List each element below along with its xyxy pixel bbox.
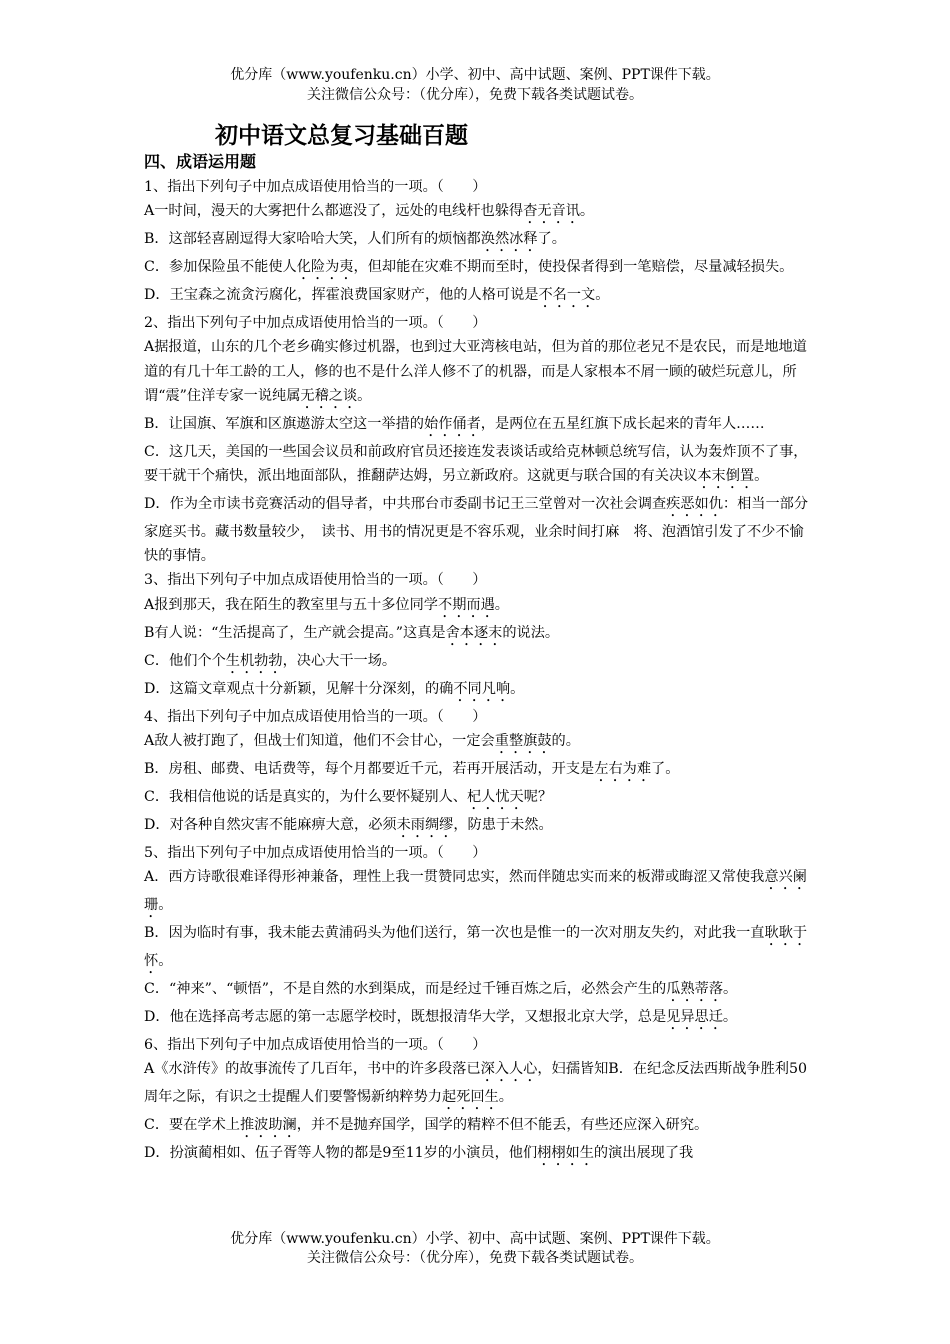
option-line: B．因为临时有事，我未能去黄浦码头为他们送行，第一次也是惟一的一次对朋友失约，对此我一直耿耿于怀。	[144, 925, 808, 970]
question-stem: 6、指出下列句子中加点成语使用恰当的一项。（ ）	[144, 1037, 487, 1054]
option-line: C．要在学术上推波助澜，并不是抛弃国学，国学的精粹不但不能丢，有些还应深入研究。	[144, 1117, 709, 1134]
question-stem: 3、指出下列句子中加点成语使用恰当的一项。（ ）	[144, 572, 487, 589]
dotted-idiom: 不名一文	[538, 287, 596, 304]
dotted-idiom: 深入人心	[480, 1061, 538, 1078]
option-line: B．这部轻喜剧逗得大家哈哈大笑，人们所有的烦恼都涣然冰释了。	[144, 231, 566, 248]
question-stem: 1、指出下列句子中加点成语使用恰当的一项。（ ）	[144, 179, 487, 195]
option-line: A《水浒传》的故事流传了几百年，书中的许多段落已深入人心，妇孺皆知B．在纪念反法西斯战争胜利50周年之际，有识之士提醒人们要警惕新纳粹势力起死回生。	[144, 1061, 807, 1106]
question-stem: 5、指出下列句子中加点成语使用恰当的一项。（ ）	[144, 844, 487, 861]
dotted-idiom: 重整旗鼓	[494, 732, 552, 749]
dotted-idiom: 涣然冰释	[480, 231, 538, 248]
dotted-idiom: 瓜熟蒂落	[666, 981, 724, 998]
option-line: D．王宝森之流贪污腐化，挥霍浪费国家财产，他的人格可说是不名一文。	[144, 287, 610, 304]
option-line: A．西方诗歌很难译得形神兼备，理性上我一贯赞同忠实，然而伴随忠实而来的板滞或晦涩又常使我意兴阑珊。	[144, 869, 807, 914]
dotted-idiom: 本末倒置	[697, 468, 755, 485]
option-line: D．这篇文章观点十分新颖，见解十分深刻，的确不同凡响。	[144, 680, 525, 697]
dotted-idiom: 生机勃勃	[225, 652, 283, 669]
dotted-idiom: 起死回生	[441, 1089, 499, 1106]
dotted-idiom: 无稽之谈	[300, 387, 358, 404]
dotted-idiom: 意兴阑珊	[144, 869, 807, 914]
header-line-1: 优分库（www.youfenku.cn）小学、初中、高中试题、案例、PPT课件下载。	[230, 67, 720, 83]
option-line: C．我相信他说的话是真实的，为什么要怀疑别人、杞人忧天呢？	[144, 788, 553, 805]
option-line: D．扮演蔺相如、伍子胥等人物的都是9至11岁的小演员，他们栩栩如生的演出展现了我	[144, 1145, 694, 1162]
header-line-2: 关注微信公众号：（优分库），免费下载各类试题试卷。	[307, 87, 643, 103]
dotted-idiom: 杞人忧天	[466, 788, 524, 805]
dotted-idiom: 栩栩如生	[537, 1145, 594, 1162]
option-line: C．“神来”、“顿悟”，不是自然的水到渠成，而是经过千锤百炼之后，必然会产生的瓜熟蒂落。	[144, 981, 738, 998]
dotted-idiom: 未雨绸缪	[396, 816, 454, 833]
dotted-idiom: 耿耿于怀	[144, 925, 808, 970]
question-stem: 4、指出下列句子中加点成语使用恰当的一项。（ ）	[144, 708, 487, 725]
option-line: A一时间，漫天的大雾把什么都遮没了，远处的电线杆也躲得杳无音讯。	[144, 203, 595, 220]
dotted-idiom: 不同凡响	[453, 680, 511, 697]
option-line: D．作为全市读书竞赛活动的倡导者，中共邢台市委副书记王三堂曾对一次社会调查疾恶如仇：相当一部分家庭买书。藏书数量较少， 读书、用书的情况更是不容乐观，业余时间打麻 将、泡酒馆引发了不少不愉快的事情。	[144, 496, 809, 565]
option-line: A敌人被打跑了，但战士们知道，他们不会甘心，一定会重整旗鼓的。	[144, 732, 580, 749]
dotted-idiom: 左右为难	[594, 760, 652, 777]
option-line: B．房租、邮费、电话费等，每个月都要近千元，若再开展活动，开支是左右为难了。	[144, 760, 680, 777]
dotted-idiom: 疾恶如仇	[666, 496, 723, 513]
option-line: D．他在选择高考志愿的第一志愿学校时，既想报清华大学，又想报北京大学，总是见异思迁。	[144, 1009, 738, 1026]
option-line: A据报道，山东的几个老乡确实修过机器，也到过大亚湾核电站，但为首的那位老兄不是农民，而是地地道道的有几十年工龄的工人，修的也不是什么洋人修不了的机器，而是人家根本不屑一顾的破烂玩意儿，所谓“震”住洋专家一说纯属无稽之谈。	[144, 339, 807, 404]
dotted-idiom: 推波助澜	[239, 1117, 297, 1134]
option-line: D．对各种自然灾害不能麻痹大意，必须未雨绸缪，防患于未然。	[144, 816, 553, 833]
dotted-idiom: 始作俑者	[424, 415, 481, 432]
option-line: B．让国旗、军旗和区旗遨游太空这一举措的始作俑者，是两位在五星红旗下成长起来的青年人……	[144, 415, 765, 432]
option-line: C．参加保险虽不能使人化险为夷，但却能在灾难不期而至时，使投保者得到一笔赔偿，尽量减轻损失。	[144, 259, 794, 276]
question-stem: 2、指出下列句子中加点成语使用恰当的一项。（ ）	[144, 315, 487, 332]
option-line: B有人说：“生活提高了，生产就会提高。”这真是舍本逐末的说法。	[144, 624, 560, 641]
document-title: 初中语文总复习基础百题	[215, 123, 468, 149]
section-title: 四、成语运用题	[144, 152, 257, 171]
dotted-idiom: 杳无音讯	[523, 203, 580, 220]
footer-line-2: 关注微信公众号：（优分库），免费下载各类试题试卷。	[307, 1250, 643, 1266]
dotted-idiom: 不期而遇	[438, 596, 495, 613]
question-body	[144, 175, 809, 1169]
dotted-idiom: 见异思迁	[666, 1009, 723, 1026]
option-line: A报到那天，我在陌生的教室里与五十多位同学不期而遇。	[144, 596, 509, 613]
option-line: C．他们个个生机勃勃，决心大干一场。	[144, 652, 397, 669]
footer-line-1: 优分库（www.youfenku.cn）小学、初中、高中试题、案例、PPT课件下载。	[230, 1231, 720, 1247]
dotted-idiom: 舍本逐末	[445, 624, 503, 641]
option-line: C．这几天，美国的一些国会议员和前政府官员还接连发表谈话或给克林顿总统写信，认为轰炸顶不了事，要干就干个痛快，派出地面部队，推翻萨达姆，另立新政府。这就更与联合国的有关决议本末倒置。	[144, 443, 808, 485]
dotted-idiom: 化险为夷	[296, 259, 354, 276]
